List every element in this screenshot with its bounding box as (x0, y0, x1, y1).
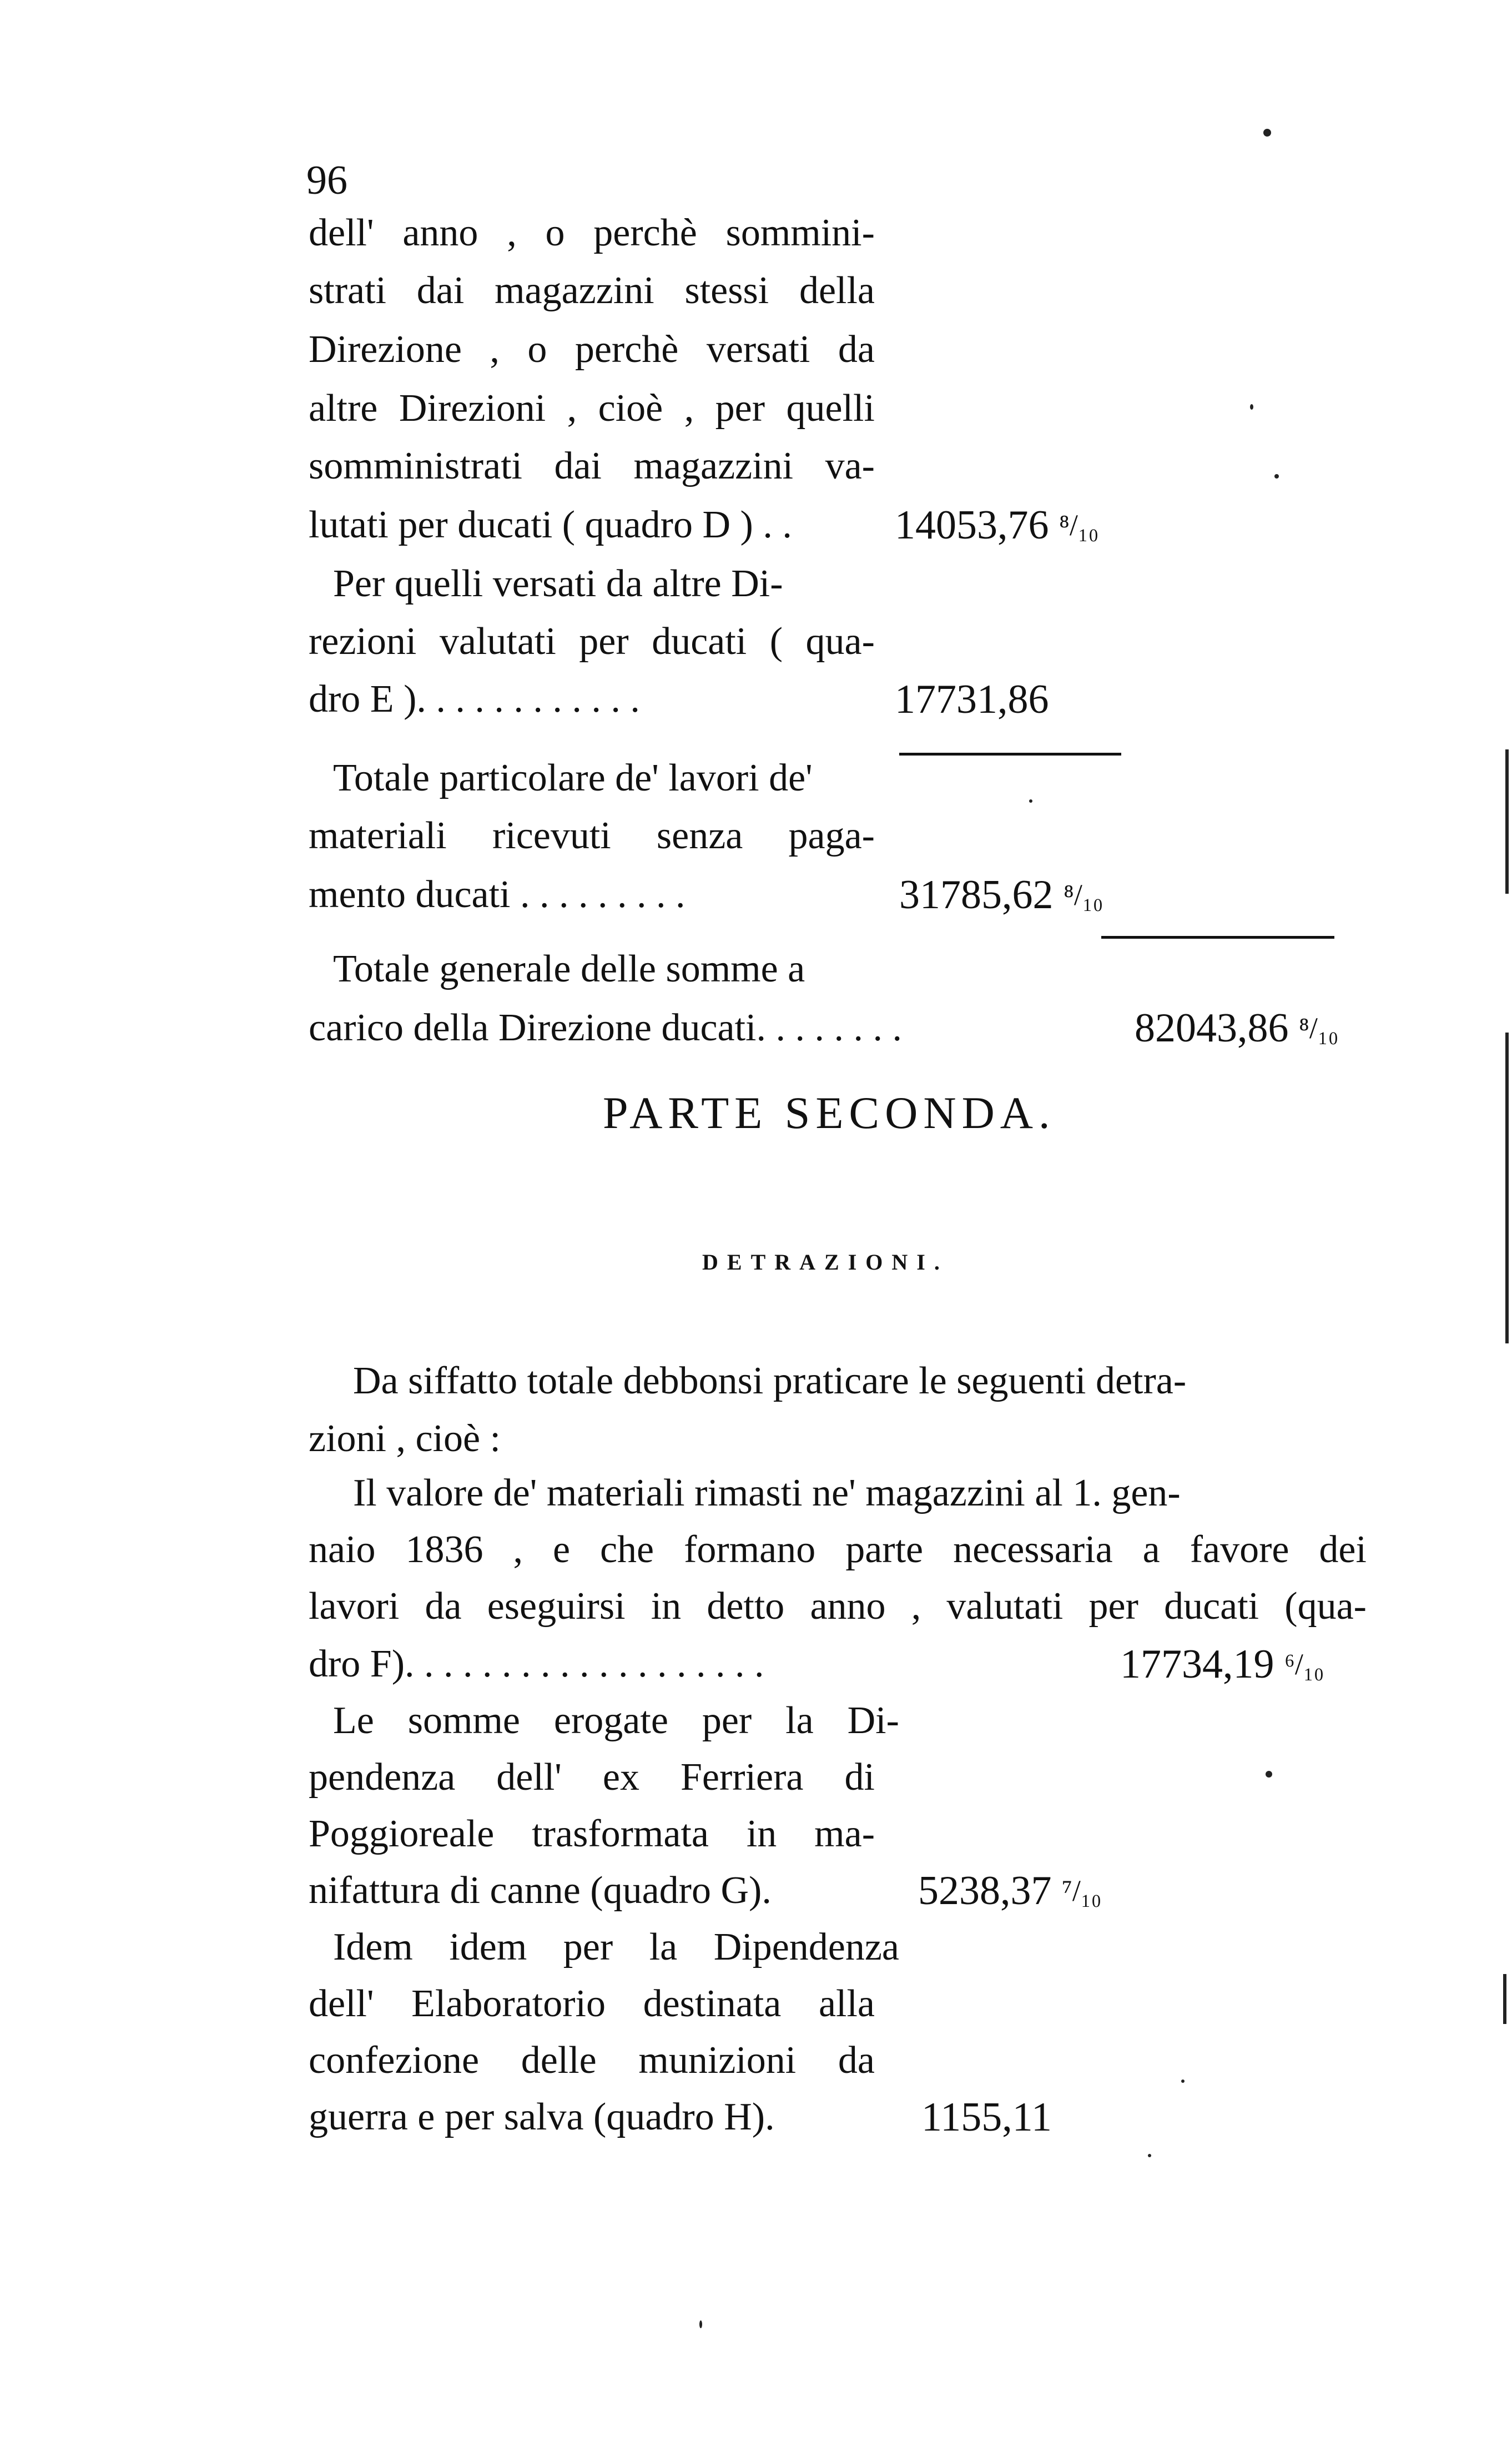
amount-value: 17731,86 (895, 677, 1049, 722)
text-line: Direzione , o perchè versati da (309, 328, 875, 371)
text-line: Totale particolare de' lavori de' (333, 757, 813, 799)
scan-speck (1266, 1771, 1272, 1778)
text-line: Da siffatto totale debbonsi praticare le seguenti detra- (353, 1360, 1187, 1402)
amount-fraction: ⁶/₁₀ (1284, 1648, 1324, 1681)
text-line: zioni , cioè : (309, 1417, 501, 1460)
text-line: dro E ). . . . . . . . . . . . (309, 678, 640, 721)
amount-fraction: ⁸/₁₀ (1299, 1011, 1339, 1045)
scan-speck (1029, 799, 1032, 803)
amount (1135, 998, 1338, 1058)
amount (895, 669, 1049, 729)
text-line: naio 1836 , e che formano parte necessaria a favore dei (309, 1528, 1367, 1571)
text-line: materiali ricevuti senza paga- (309, 814, 875, 857)
text-line: dell' anno , o perchè sommini- (309, 212, 875, 254)
text-line: pendenza dell' ex Ferriera di (309, 1756, 875, 1799)
text-line: dro F). . . . . . . . . . . . . . . . . . . (309, 1643, 764, 1685)
page-edge-mark (1503, 1974, 1506, 2024)
text-line: Totale generale delle somme a (333, 948, 805, 990)
text-line: strati dai magazzini stessi della (309, 269, 875, 312)
scan-speck (1274, 474, 1279, 479)
page-edge-mark (1505, 1033, 1509, 1343)
text-line: Idem idem per la Dipendenza (333, 1926, 899, 1968)
text-line: dell' Elaboratorio destinata alla (309, 1982, 875, 2025)
amount-value: 17734,19 (1120, 1642, 1274, 1687)
scan-speck (699, 2320, 702, 2328)
amount-value: 82043,86 (1135, 1005, 1289, 1051)
amount (899, 865, 1103, 925)
amount (921, 2087, 1052, 2147)
sum-rule (899, 753, 1121, 756)
text-line: Per quelli versati da altre Di- (333, 562, 783, 605)
text-line: guerra e per salva (quadro H). (309, 2096, 775, 2138)
amount (895, 495, 1098, 555)
text-line: lavori da eseguirsi in detto anno , valutati per ducati (qua- (309, 1585, 1367, 1628)
scan-speck (1181, 2079, 1185, 2083)
amount-value: 1155,11 (921, 2094, 1052, 2140)
amount-value: 5238,37 (918, 1868, 1052, 1914)
amount-fraction: ⁸/₁₀ (1064, 878, 1103, 912)
section-subheading: DETRAZIONI. (702, 1250, 949, 1275)
text-line: somministrati dai magazzini va- (309, 445, 875, 487)
section-heading: PARTE SECONDA. (603, 1087, 1056, 1138)
amount-fraction: ⁷/₁₀ (1062, 1874, 1102, 1907)
text-line: mento ducati . . . . . . . . . (309, 873, 686, 916)
scan-speck (1148, 2154, 1151, 2157)
text-line: Le somme erogate per la Di- (333, 1699, 899, 1742)
text-line: carico della Direzione ducati. . . . . . . . (309, 1006, 903, 1049)
sum-rule (1101, 936, 1334, 939)
amount (918, 1861, 1101, 1921)
text-line: Poggioreale trasformata in ma- (309, 1812, 875, 1855)
text-line: confezione delle munizioni da (309, 2039, 875, 2082)
amount (1120, 1634, 1324, 1694)
text-line: nifattura di canne (quadro G). (309, 1869, 772, 1912)
text-line: lutati per ducati ( quadro D ) . . (309, 503, 792, 546)
amount-value: 31785,62 (899, 872, 1054, 918)
amount-value: 14053,76 (895, 502, 1049, 548)
text-line: rezioni valutati per ducati ( qua- (309, 620, 875, 663)
amount-fraction: ⁸/₁₀ (1059, 508, 1099, 542)
page-edge-mark (1505, 749, 1509, 894)
page-number: 96 (306, 158, 347, 203)
scan-speck (1263, 129, 1271, 137)
text-line: Il valore de' materiali rimasti ne' magazzini al 1. gen- (353, 1472, 1181, 1514)
text-line: altre Direzioni , cioè , per quelli (309, 387, 875, 430)
scan-speck (1250, 404, 1253, 410)
